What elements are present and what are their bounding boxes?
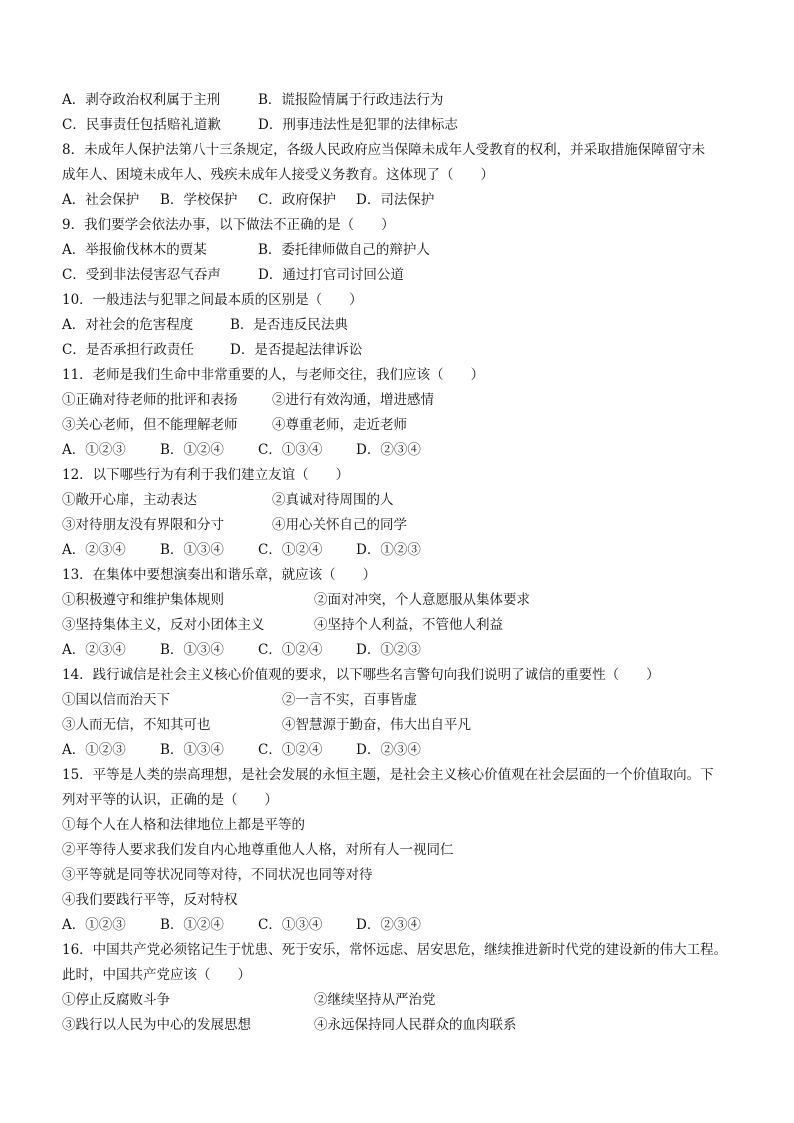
q11-statement-4: ④尊重老师，走近老师 [272, 417, 407, 433]
q15-option-c: C．①③④ [258, 917, 323, 933]
exam-page [62, 88, 738, 1038]
q10-option-d: D．是否提起法律诉讼 [230, 342, 363, 358]
q9-option-d: D．通过打官司讨回公道 [258, 267, 404, 283]
q12-statement-1: ①敞开心扉，主动表达 [62, 492, 197, 508]
q10-stem: 10．一般违法与犯罪之间最本质的区别是（ ） [62, 292, 363, 308]
q8-option-d: D．司法保护 [356, 192, 435, 208]
q7-option-a: A．剥夺政治权利属于主刑 [62, 92, 221, 108]
q10-options-row-2 [62, 338, 738, 363]
q13-option-d: D．①②③ [356, 642, 421, 658]
q12-option-a: A．②③④ [62, 542, 126, 558]
q14-option-b: B．①③④ [160, 742, 224, 758]
q15-statement-2: ②平等待人要求我们发自内心地尊重他人人格，对所有人一视同仁 [62, 842, 454, 858]
q11-option-c: C．①③④ [258, 442, 323, 458]
q7-option-b: B．谎报险情属于行政违法行为 [258, 92, 444, 108]
q12-statement-2: ②真诚对待周围的人 [272, 492, 394, 508]
q13-option-c: C．①②④ [258, 642, 323, 658]
q9-option-c: C．受到非法侵害忍气吞声 [62, 267, 221, 283]
q12-statements-row-2 [62, 513, 738, 538]
q14-statement-3: ③人而无信，不知其可也 [62, 717, 211, 733]
q15-option-b: B．①②④ [160, 917, 224, 933]
q14-option-d: D．②③④ [356, 742, 421, 758]
q10-option-c: C．是否承担行政责任 [62, 342, 194, 358]
q10-option-a: A．对社会的危害程度 [62, 317, 194, 333]
q15-options [62, 913, 738, 938]
q11-option-b: B．①②④ [160, 442, 224, 458]
q8-options [62, 188, 738, 213]
q12-option-d: D．①②③ [356, 542, 421, 558]
q9-options-row-1 [62, 238, 738, 263]
q7-option-d: D．刑事违法性是犯罪的法律标志 [258, 117, 458, 133]
q14-statement-1: ①国以信而治天下 [62, 692, 170, 708]
q13-statement-4: ④坚持个人利益，不管他人利益 [314, 617, 503, 633]
q10-option-b: B．是否违反民法典 [230, 317, 348, 333]
q13-statement-1: ①积极遵守和维护集体规则 [62, 592, 224, 608]
q9-option-a: A．举报偷伐林木的贾某 [62, 242, 207, 258]
q14-option-c: C．①②④ [258, 742, 323, 758]
q16-statement-3: ③践行以人民为中心的发展思想 [62, 1017, 251, 1033]
q11-statements-row-1 [62, 388, 738, 413]
q8-stem-line-1: 8．未成年人保护法第八十三条规定，各级人民政府应当保障未成年人受教育的权利，并采取措施保障留守未 [62, 142, 706, 158]
q16-statements-row-2 [62, 1013, 738, 1038]
q9-option-b: B．委托律师做自己的辩护人 [258, 242, 430, 258]
q11-option-a: A．①②③ [62, 442, 126, 458]
q12-statement-3: ③对待朋友没有界限和分寸 [62, 517, 224, 533]
q11-options [62, 438, 738, 463]
q7-option-c: C．民事责任包括赔礼道歉 [62, 117, 221, 133]
q16-statement-1: ①停止反腐败斗争 [62, 992, 170, 1008]
q7-options-row-1 [62, 88, 738, 113]
q16-statement-2: ②继续坚持从严治党 [314, 992, 436, 1008]
q16-stem-line-2: 此时，中国共产党应该（ ） [62, 967, 251, 983]
q13-options [62, 638, 738, 663]
q15-statement-4: ④我们要践行平等，反对特权 [62, 892, 238, 908]
q11-option-d: D．②③④ [356, 442, 421, 458]
q15-stem-line-1: 15．平等是人类的崇高理想，是社会发展的永恒主题，是社会主义核心价值观在社会层面的一个价值取向。下 [62, 767, 714, 783]
q11-statements-row-2 [62, 413, 738, 438]
q14-stem: 14．践行诚信是社会主义核心价值观的要求，以下哪些名言警句向我们说明了诚信的重要性（ ） [62, 667, 660, 683]
q9-options-row-2 [62, 263, 738, 288]
q8-option-b: B．学校保护 [160, 192, 238, 208]
q12-option-c: C．①②④ [258, 542, 323, 558]
q12-stem: 12．以下哪些行为有利于我们建立友谊（ ） [62, 467, 350, 483]
q14-option-a: A．①②③ [62, 742, 126, 758]
q8-stem-line-2: 成年人、困境未成年人、残疾未成年人接受义务教育。这体现了（ ） [62, 167, 494, 183]
q15-statement-1: ①每个人在人格和法律地位上都是平等的 [62, 817, 305, 833]
q9-stem: 9．我们要学会依法办事，以下做法不正确的是（ ） [62, 217, 395, 233]
q14-statements-row-1 [62, 688, 738, 713]
q12-option-b: B．①③④ [160, 542, 224, 558]
q15-stem-line-2: 列对平等的认识，正确的是（ ） [62, 792, 278, 808]
q10-options-row-1 [62, 313, 738, 338]
q8-option-c: C．政府保护 [258, 192, 336, 208]
q14-statements-row-2 [62, 713, 738, 738]
q15-option-d: D．②③④ [356, 917, 421, 933]
q13-option-b: B．①③④ [160, 642, 224, 658]
q16-statements-row-1 [62, 988, 738, 1013]
q15-option-a: A．①②③ [62, 917, 126, 933]
q11-stem: 11．老师是我们生命中非常重要的人，与老师交往，我们应该（ ） [62, 367, 485, 383]
q12-options [62, 538, 738, 563]
q8-option-a: A．社会保护 [62, 192, 140, 208]
q14-statement-2: ②一言不实，百事皆虚 [282, 692, 417, 708]
q13-option-a: A．②③④ [62, 642, 126, 658]
q11-statement-1: ①正确对待老师的批评和表扬 [62, 392, 238, 408]
q11-statement-3: ③关心老师，但不能理解老师 [62, 417, 238, 433]
q15-statement-3: ③平等就是同等状况同等对待，不同状况也同等对待 [62, 867, 373, 883]
q7-options-row-2 [62, 113, 738, 138]
q13-stem: 13．在集体中要想演奏出和谐乐章，就应该（ ） [62, 567, 377, 583]
q13-statements-row-2 [62, 613, 738, 638]
q12-statement-4: ④用心关怀自己的同学 [272, 517, 407, 533]
q12-statements-row-1 [62, 488, 738, 513]
q16-stem-line-1: 16．中国共产党必须铭记生于忧患、死于安乐，常怀远虑、居安思危，继续推进新时代党的建设新的伟大工程。 [62, 942, 728, 958]
q13-statement-2: ②面对冲突，个人意愿服从集体要求 [314, 592, 530, 608]
q13-statements-row-1 [62, 588, 738, 613]
q13-statement-3: ③坚持集体主义，反对小团体主义 [62, 617, 265, 633]
q11-statement-2: ②进行有效沟通，增进感情 [272, 392, 434, 408]
q16-statement-4: ④永远保持同人民群众的血肉联系 [314, 1017, 517, 1033]
q14-statement-4: ④智慧源于勤奋，伟大出自平凡 [282, 717, 471, 733]
q14-options [62, 738, 738, 763]
